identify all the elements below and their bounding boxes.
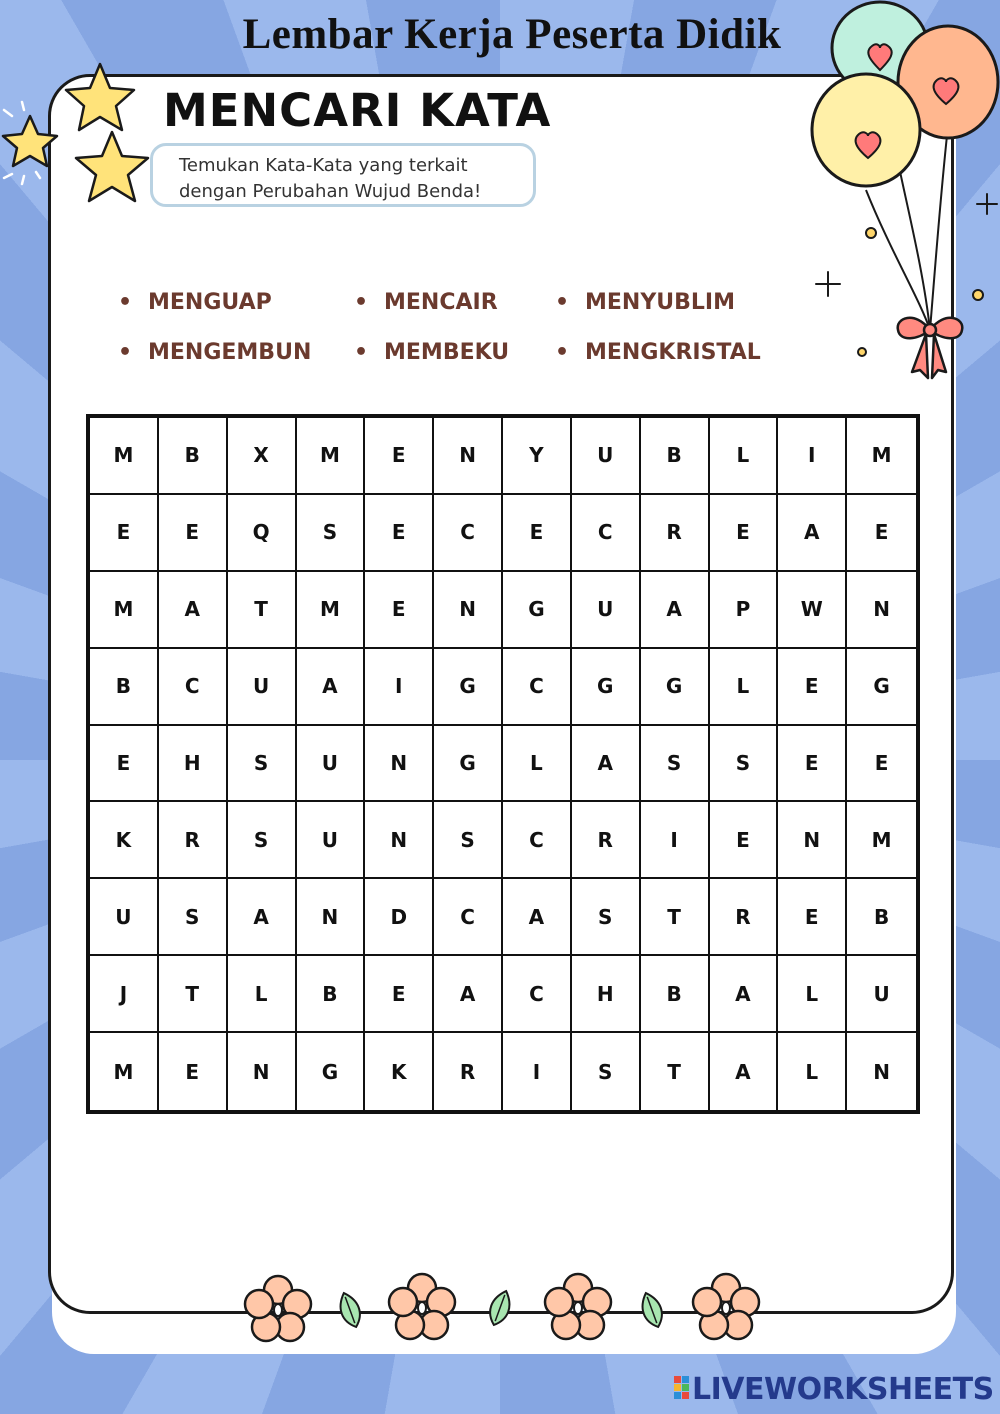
grid-cell[interactable]: C: [503, 956, 572, 1033]
grid-cell[interactable]: A: [572, 726, 641, 803]
grid-cell[interactable]: U: [297, 802, 366, 879]
grid-cell[interactable]: T: [228, 572, 297, 649]
grid-cell[interactable]: B: [159, 418, 228, 495]
flower-icon: [389, 1274, 455, 1339]
word-list-item: • MENCAIR: [354, 290, 498, 315]
grid-cell[interactable]: T: [641, 1033, 710, 1110]
grid-cell[interactable]: E: [159, 1033, 228, 1110]
instruction-box: [150, 143, 536, 207]
grid-cell[interactable]: R: [159, 802, 228, 879]
grid-cell[interactable]: B: [90, 649, 159, 726]
balloons-decoration: [800, 0, 1000, 390]
grid-cell[interactable]: M: [90, 418, 159, 495]
grid-cell[interactable]: S: [228, 802, 297, 879]
liveworksheets-logo-icon: [674, 1376, 690, 1404]
leaf-icon: [335, 1290, 364, 1330]
grid-cell[interactable]: E: [159, 495, 228, 572]
star-icon: [76, 132, 148, 201]
grid-cell[interactable]: E: [90, 495, 159, 572]
grid-cell[interactable]: A: [159, 572, 228, 649]
grid-cell[interactable]: N: [365, 802, 434, 879]
grid-cell[interactable]: C: [434, 879, 503, 956]
grid-cell[interactable]: S: [572, 1033, 641, 1110]
grid-cell[interactable]: S: [434, 802, 503, 879]
word-search-grid: [86, 414, 920, 1114]
grid-cell[interactable]: E: [365, 495, 434, 572]
grid-cell[interactable]: E: [365, 956, 434, 1033]
grid-cell[interactable]: A: [710, 1033, 779, 1110]
word-list-item: • MENGUAP: [118, 290, 272, 315]
grid-cell[interactable]: M: [847, 418, 916, 495]
grid-cell[interactable]: N: [847, 572, 916, 649]
grid-cell[interactable]: N: [228, 1033, 297, 1110]
grid-cell[interactable]: C: [572, 495, 641, 572]
grid-cell[interactable]: N: [873, 1059, 890, 1084]
grid-cell[interactable]: U: [228, 649, 297, 726]
grid-cell[interactable]: A: [778, 495, 847, 572]
grid-cell[interactable]: M: [847, 802, 916, 879]
flower-icon: [545, 1274, 611, 1339]
grid-cell[interactable]: X: [228, 418, 297, 495]
grid-cell[interactable]: E: [503, 495, 572, 572]
grid-cell[interactable]: R: [641, 495, 710, 572]
page-header-title: Lembar Kerja Peserta Didik: [242, 11, 782, 58]
grid-cell[interactable]: I: [365, 649, 434, 726]
grid-cell[interactable]: E: [365, 418, 434, 495]
instruction-line-2: dengan Perubahan Wujud Benda!: [179, 181, 482, 202]
grid-cell[interactable]: E: [847, 495, 916, 572]
grid-cell[interactable]: D: [365, 879, 434, 956]
leaf-icon: [637, 1290, 666, 1330]
grid-cell[interactable]: Q: [228, 495, 297, 572]
grid-cell[interactable]: A: [503, 879, 572, 956]
grid-cell[interactable]: R: [434, 1033, 503, 1110]
grid-cell[interactable]: E: [778, 649, 847, 726]
grid-cell[interactable]: G: [434, 649, 503, 726]
grid-cell[interactable]: G: [847, 649, 916, 726]
grid-cell[interactable]: L: [228, 956, 297, 1033]
grid-cell[interactable]: C: [503, 802, 572, 879]
stars-decoration: [0, 58, 160, 218]
grid-cell[interactable]: S: [641, 726, 710, 803]
grid-cell[interactable]: K: [365, 1033, 434, 1110]
word-list-item: • MENGEMBUN: [118, 340, 311, 365]
grid-cell[interactable]: E: [778, 726, 847, 803]
grid-cell[interactable]: K: [90, 802, 159, 879]
instruction-line-1: Temukan Kata-Kata yang terkait: [179, 155, 468, 176]
grid-cell[interactable]: L: [778, 1033, 847, 1110]
grid-cell[interactable]: U: [297, 726, 366, 803]
activity-title: MENCARI KATA: [163, 84, 552, 137]
grid-cell[interactable]: Y: [503, 418, 572, 495]
grid-cell[interactable]: A: [641, 572, 710, 649]
grid-cell[interactable]: M: [90, 1033, 159, 1110]
grid-cell[interactable]: P: [710, 572, 779, 649]
grid-cell[interactable]: S: [228, 726, 297, 803]
grid-cell[interactable]: S: [159, 879, 228, 956]
grid-cell[interactable]: E: [710, 802, 779, 879]
grid-cell[interactable]: M: [90, 572, 159, 649]
grid-cell[interactable]: M: [297, 418, 366, 495]
grid-cell[interactable]: T: [159, 956, 228, 1033]
word-list-item: • MEMBEKU: [354, 340, 509, 365]
flowers-decoration: [230, 1266, 770, 1356]
grid-cell[interactable]: C: [434, 495, 503, 572]
grid-cell[interactable]: L: [778, 956, 847, 1033]
brand-watermark: LIVEWORKSHEETS: [692, 1372, 994, 1407]
flower-icon: [693, 1274, 759, 1339]
grid-cell[interactable]: G: [503, 572, 572, 649]
grid-cell[interactable]: A: [434, 956, 503, 1033]
grid-cell[interactable]: W: [778, 572, 847, 649]
grid-cell[interactable]: U: [847, 956, 916, 1033]
flower-icon: [245, 1276, 311, 1341]
word-list-item: • MENGKRISTAL: [555, 340, 761, 365]
grid-cell[interactable]: N: [434, 418, 503, 495]
star-icon: [66, 64, 134, 130]
grid-cell[interactable]: T: [641, 879, 710, 956]
grid-cell[interactable]: N: [778, 802, 847, 879]
grid-cell[interactable]: E: [710, 495, 779, 572]
grid-cell[interactable]: G: [641, 649, 710, 726]
grid-cell[interactable]: R: [710, 879, 779, 956]
grid-cell[interactable]: A: [710, 956, 779, 1033]
grid-cell[interactable]: L: [710, 418, 779, 495]
grid-cell[interactable]: S: [710, 726, 779, 803]
grid-cell[interactable]: R: [572, 802, 641, 879]
grid-cell[interactable]: E: [847, 726, 916, 803]
grid-cell[interactable]: B: [641, 956, 710, 1033]
grid-cell[interactable]: G: [434, 726, 503, 803]
leaf-icon: [485, 1288, 514, 1328]
grid-cell[interactable]: J: [90, 956, 159, 1033]
grid-cell[interactable]: G: [572, 649, 641, 726]
grid-cell[interactable]: I: [641, 802, 710, 879]
grid-cell[interactable]: A: [297, 649, 366, 726]
grid-cell[interactable]: M: [297, 572, 366, 649]
grid-cell[interactable]: C: [503, 649, 572, 726]
word-list-item: • MENYUBLIM: [555, 290, 735, 315]
grid-cell[interactable]: E: [90, 726, 159, 803]
grid-cell[interactable]: N: [297, 879, 366, 956]
grid-cell[interactable]: H: [572, 956, 641, 1033]
grid-cell[interactable]: U: [90, 879, 159, 956]
grid-cell[interactable]: C: [159, 649, 228, 726]
grid-cell[interactable]: S: [297, 495, 366, 572]
grid-cell[interactable]: L: [710, 649, 779, 726]
grid-cell[interactable]: E: [365, 572, 434, 649]
grid-cell[interactable]: I: [503, 1033, 572, 1110]
grid-cell[interactable]: H: [159, 726, 228, 803]
grid-cell[interactable]: N: [365, 726, 434, 803]
grid-cell[interactable]: B: [641, 418, 710, 495]
grid-cell[interactable]: A: [228, 879, 297, 956]
grid-cell[interactable]: U: [572, 418, 641, 495]
grid-cell[interactable]: E: [778, 879, 847, 956]
grid-cell[interactable]: N: [434, 572, 503, 649]
grid-cell[interactable]: G: [297, 1033, 366, 1110]
grid-cell[interactable]: U: [572, 572, 641, 649]
grid-cell[interactable]: S: [572, 879, 641, 956]
grid-cell[interactable]: B: [297, 956, 366, 1033]
grid-cell[interactable]: I: [778, 418, 847, 495]
star-icon: [3, 116, 57, 166]
grid-cell[interactable]: L: [503, 726, 572, 803]
grid-cell[interactable]: B: [847, 879, 916, 956]
balloon-icon: [812, 74, 920, 186]
